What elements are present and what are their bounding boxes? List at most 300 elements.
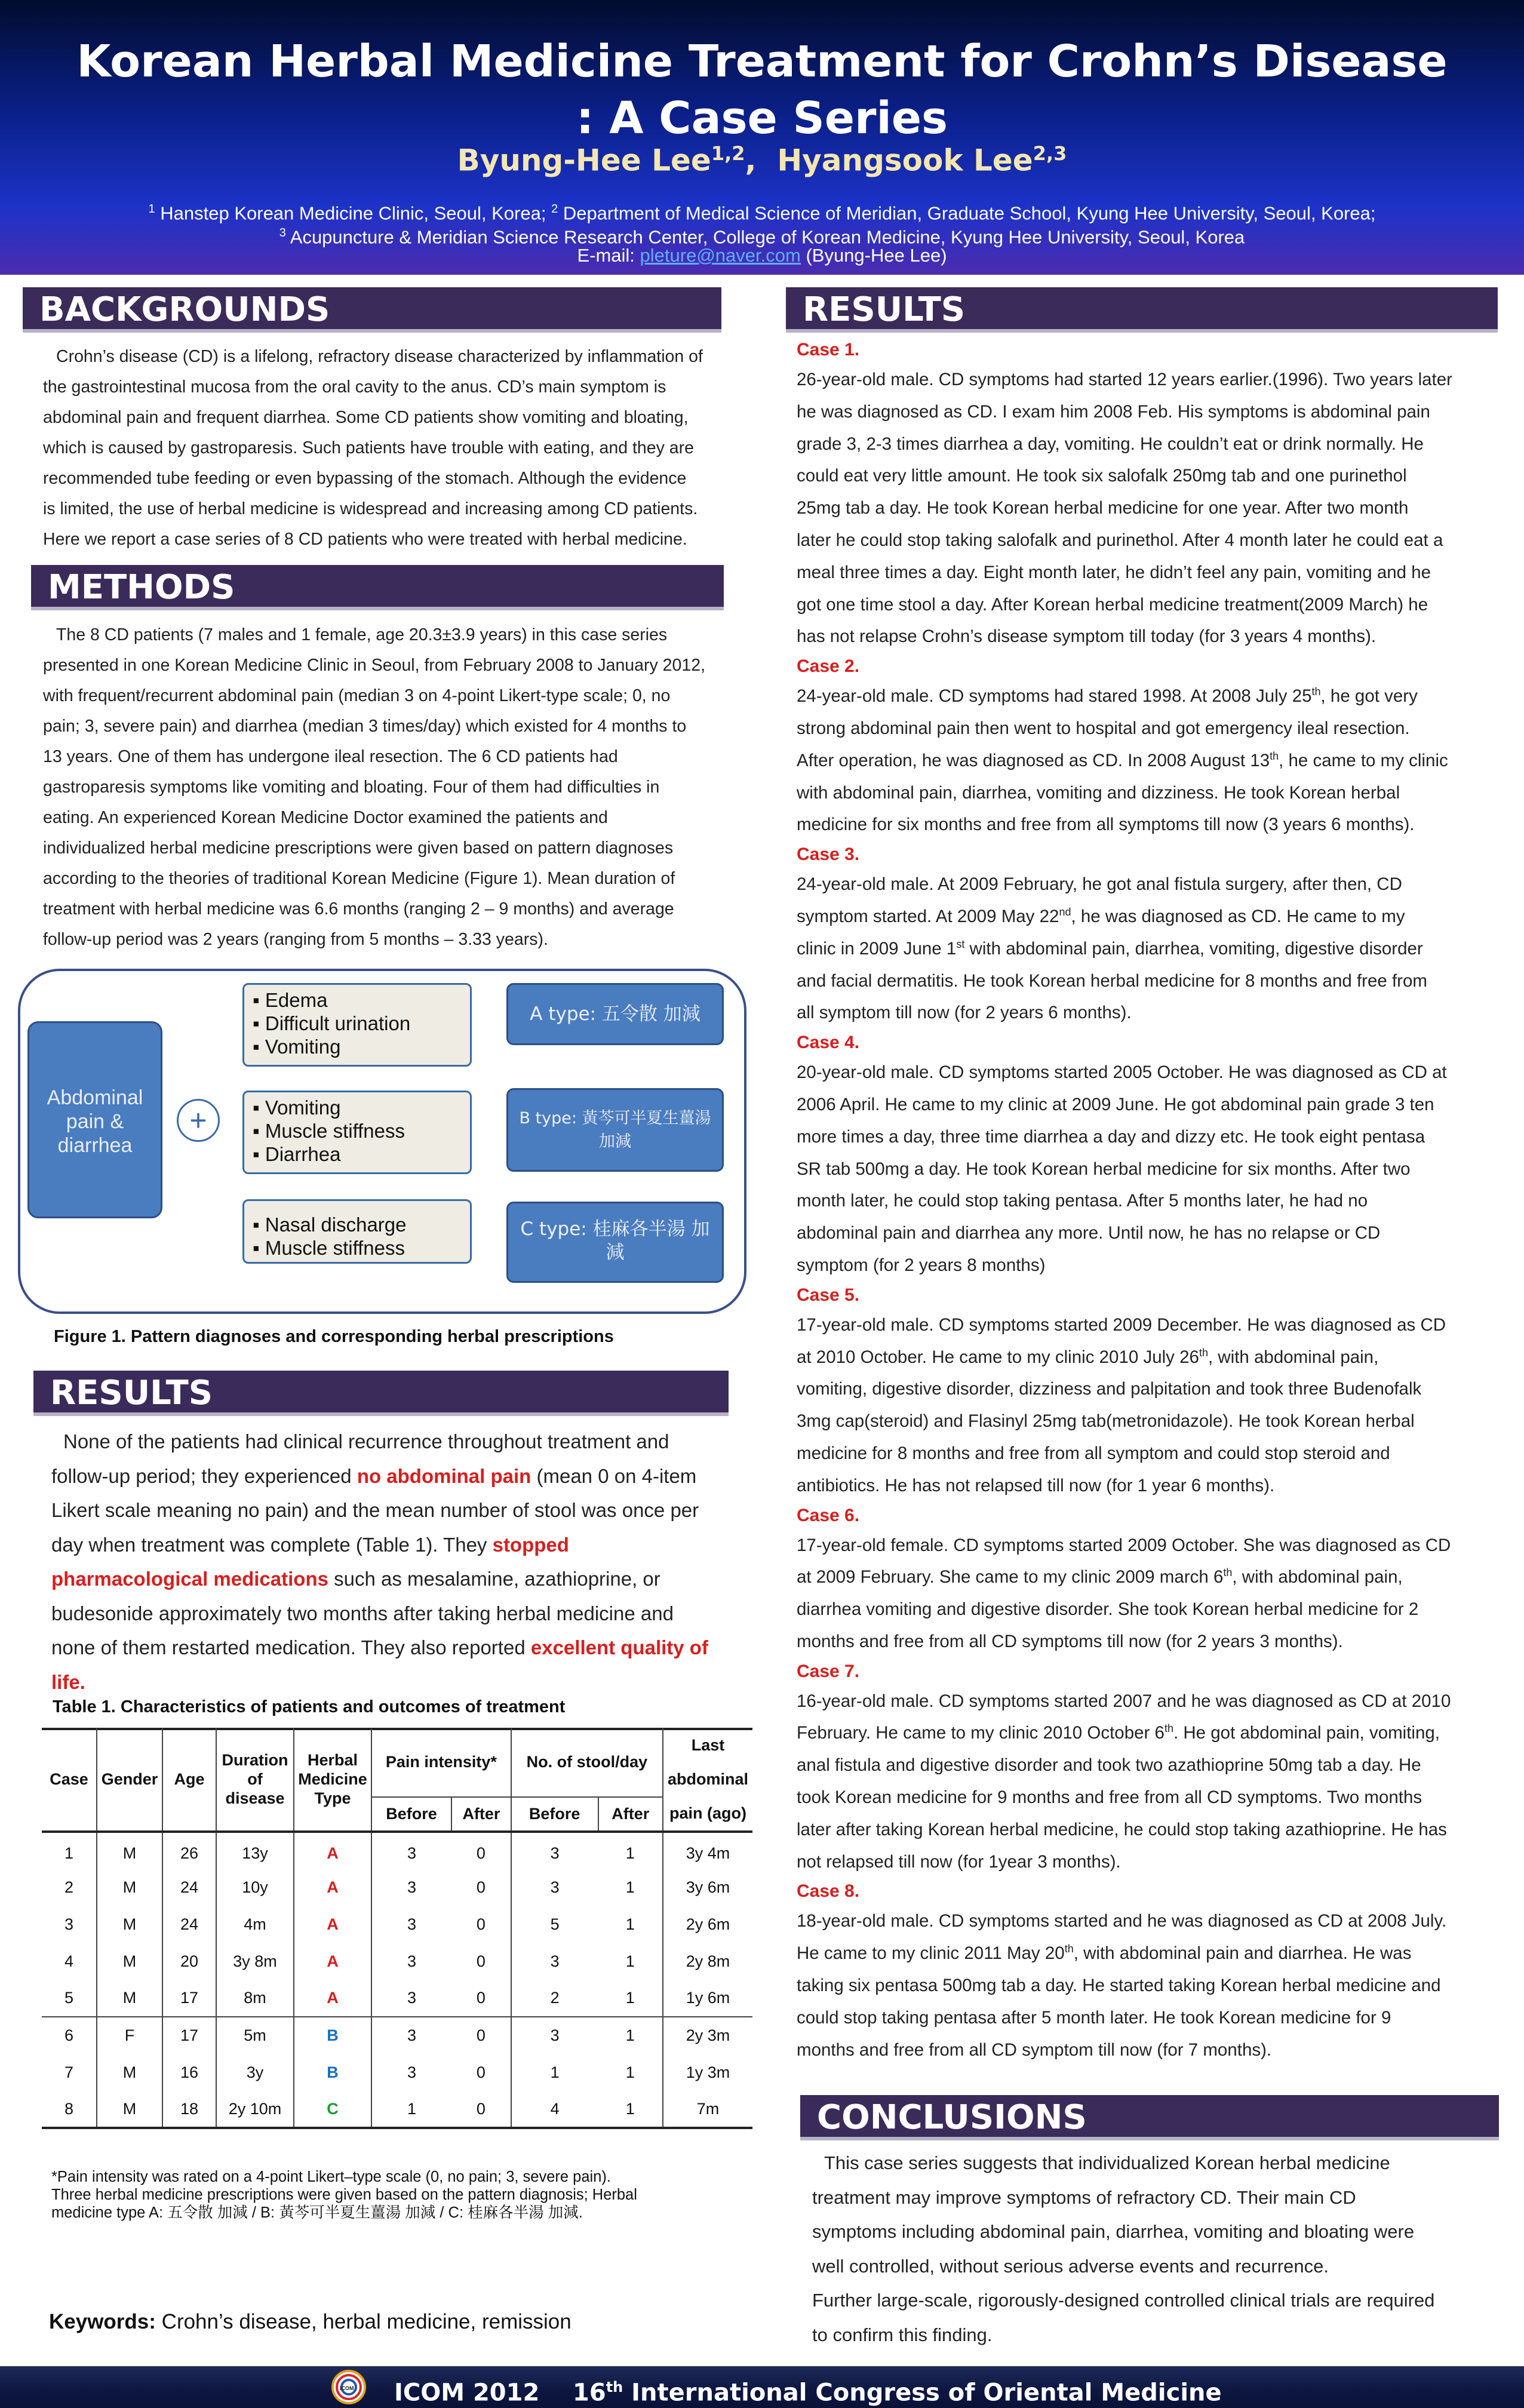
results-line <box>51 1528 738 1562</box>
col-header-last-pain <box>663 1728 752 1832</box>
case-line: anal fistula and digestive disorder and took two azathioprine 50mg tab a day. He <box>797 1755 1421 1776</box>
case-line: SR tab 500mg a day. He took Korean herbal medicine for six months. After two <box>797 1159 1411 1179</box>
results-summary-text <box>51 1424 738 1699</box>
table-row <box>42 1906 752 1943</box>
figure-1-diagram <box>18 969 746 1314</box>
table-cell: A <box>294 1832 371 1869</box>
table-cell: 0 <box>451 1906 511 1943</box>
table-cell: 2y 6m <box>686 1915 730 1933</box>
case-line: not relapsed till now (for 1year 3 months). <box>797 1851 1121 1872</box>
results-span: such as mesalamine, azathioprine, or <box>328 1568 660 1590</box>
section-heading-conclusions: CONCLUSIONS <box>800 2095 1499 2140</box>
poster-header <box>0 0 1524 275</box>
symptom-item: ▪ Difficult urination <box>253 1012 411 1034</box>
methods-line: according to the theories of traditional Korean Medicine (Figure 1). Mean duration of <box>43 869 675 888</box>
author-2: Hyangsook Lee <box>777 143 1033 178</box>
case-label: Case 6. <box>797 1505 860 1525</box>
herbal-type-b <box>506 1088 724 1172</box>
abdominal-pain-box <box>27 1021 162 1218</box>
case-line: with abdominal pain, diarrhea, vomiting and dizziness. He took Korean herbal <box>797 782 1400 803</box>
results-span: none of them restarted medication. They also reported <box>51 1636 531 1658</box>
case-line: 20-year-old male. CD symptoms started 2005 October. He was diagnosed as CD at <box>797 1062 1447 1083</box>
case-label: Case 1. <box>797 340 860 360</box>
case-block <box>797 1282 1513 1502</box>
subheader-stool-before: Before <box>511 1797 598 1832</box>
symptom-text: Nasal discharge <box>265 1214 407 1236</box>
symptom-item: ▪ Diarrhea <box>253 1143 341 1165</box>
footer-congress-name: International Congress of Oriental Medicine <box>623 2379 1222 2407</box>
col-header-gender: Gender <box>97 1728 162 1832</box>
case-line: months and free from all CD symptoms till now (for 2 years 3 months). <box>797 1631 1343 1651</box>
backgrounds-line: abdominal pain and frequent diarrhea. Some CD patients show vomiting and bloating, <box>43 408 689 427</box>
case-line: could stop taking pentasa after 5 month later. He took Korean medicine for 9 <box>797 2007 1391 2028</box>
section-heading-methods: METHODS <box>31 565 724 610</box>
author-1: Byung-Hee Lee <box>457 143 711 178</box>
type-c-label-line2: 減 <box>606 1242 625 1263</box>
table-row <box>42 2017 752 2054</box>
table-cell: 24 <box>162 1869 216 1906</box>
ordinal-suffix: th <box>1270 750 1279 762</box>
figure-1-caption: Figure 1. Pattern diagnoses and corresponding herbal prescriptions <box>54 1327 614 1346</box>
case-line: at 2010 October. He came to my clinic 2010 July 26th, with abdominal pain, <box>797 1346 1379 1367</box>
table-note: Three herbal medicine prescriptions were given based on the pattern diagnosis; Herbal <box>51 2186 637 2203</box>
case-line: all symptom till now (for 2 years 6 months). <box>797 1003 1132 1023</box>
ordinal-suffix: st <box>956 938 965 950</box>
table-cell: 4m <box>216 1906 294 1943</box>
table-cell: 3 <box>550 1952 560 1970</box>
table-cell: 4 <box>42 1943 97 1980</box>
table-body <box>42 1832 752 2128</box>
case-label: Case 5. <box>797 1285 860 1305</box>
table-cell: 1y 6m <box>686 1989 730 2007</box>
table-cell: 1 <box>598 2017 663 2054</box>
table-cell: B <box>294 2054 371 2091</box>
conclusions-line: to confirm this finding. <box>812 2324 993 2345</box>
results-line: budesonide approximately two months after taking herbal medicine and <box>51 1602 674 1624</box>
table-cell: 3 <box>407 1878 417 1896</box>
case-line: month later, he could stop taking pentasa. After 5 months later, he had no <box>797 1191 1368 1211</box>
table-cell: 2y 10m <box>216 2091 294 2128</box>
case-label: Case 4. <box>797 1033 860 1053</box>
email-label: E-mail: <box>577 245 635 266</box>
header-line: Type <box>314 1789 351 1807</box>
methods-line: gastroparesis symptoms like vomiting and bloating. Four of them had difficulties in <box>43 778 660 797</box>
table-cell: A <box>294 1869 371 1906</box>
aff3-sup: 3 <box>279 226 286 239</box>
case-block <box>797 336 1513 653</box>
table-cell: 26 <box>162 1832 216 1869</box>
table-cell: 3y 4m <box>686 1844 730 1862</box>
table-cell: A <box>294 1943 371 1980</box>
table-cell: 3y 8m <box>216 1943 294 1980</box>
table-cell: 3 <box>407 1915 417 1933</box>
subheader-stool-after: After <box>598 1797 663 1832</box>
case-line: took Korean medicine for 9 months and free from all CD symptoms. Two months <box>797 1787 1422 1808</box>
keywords-text: Crohn’s disease, herbal medicine, remission <box>155 2310 572 2333</box>
poster-title-line1: Korean Herbal Medicine Treatment for Crohn’s Disease <box>76 36 1448 87</box>
case-line: and facial dermatitis. He took Korean herbal medicine for 8 months and free from <box>797 970 1427 991</box>
symptom-text: Edema <box>265 989 328 1011</box>
table-note: *Pain intensity was rated on a 4-point Likert–type scale (0, no pain; 3, severe pain). <box>51 2169 611 2185</box>
case-line: antibiotics. He has not relapsed till now (for 1 year 6 months). <box>797 1475 1275 1495</box>
table-cell: 0 <box>451 1832 511 1869</box>
table-cell: B <box>294 2017 371 2054</box>
main-box-line3: diarrhea <box>57 1134 133 1157</box>
results-span: follow-up period; they experienced <box>51 1464 357 1487</box>
table-cell: 3 <box>407 2026 417 2044</box>
table-cell: 0 <box>451 2054 511 2091</box>
table-cell: M <box>97 1980 162 2017</box>
case-line: abdominal pain and diarrhea any more. Until now, he has no relapse or CD <box>797 1223 1381 1243</box>
case-line: has not relapse Crohn’s disease symptom till today (for 3 years 4 months). <box>797 626 1376 647</box>
keywords <box>49 2310 572 2334</box>
table-cell: 1 <box>407 2099 417 2118</box>
table-cell: 24 <box>162 1906 216 1943</box>
case-line: he was diagnosed as CD. I exam him 2008 Feb. His symptoms is abdominal pain <box>797 401 1430 422</box>
icom-logo <box>331 2370 366 2404</box>
table-cell: 18 <box>162 2091 216 2128</box>
table-cell: 8 <box>42 2091 97 2128</box>
ordinal-suffix: th <box>1164 1722 1173 1735</box>
case-list <box>797 336 1513 2066</box>
case-line: After operation, he was diagnosed as CD. In 2008 August 13th, he came to my clinic <box>797 750 1448 770</box>
symptom-item: ▪ Edema <box>253 989 328 1011</box>
table-cell: 0 <box>451 2091 511 2128</box>
table-cell: 3 <box>550 1844 560 1862</box>
case-label: Case 2. <box>797 656 860 677</box>
plus-icon: + <box>177 1099 220 1142</box>
email-link[interactable]: pleture@naver.com <box>640 245 801 266</box>
header-line: of <box>247 1770 263 1788</box>
subheader-pain-after: After <box>451 1797 511 1832</box>
table-cell: 17 <box>162 2017 216 2054</box>
table-cell: A <box>294 1980 371 2017</box>
highlight-stopped: stopped <box>492 1533 569 1556</box>
methods-line: with frequent/recurrent abdominal pain (median 3 on 4-point Likert-type scale; 0, no <box>43 686 671 705</box>
table-cell: M <box>97 1869 162 1906</box>
highlight-life: life. <box>51 1670 85 1693</box>
authors <box>0 142 1524 178</box>
methods-line: individualized herbal medicine prescriptions were given based on pattern diagnoses <box>43 838 674 858</box>
header-line: Last <box>691 1736 725 1754</box>
col-header-duration <box>216 1728 294 1832</box>
case-line: medicine for six months and free from all symptoms till now (3 years 6 months). <box>797 815 1415 835</box>
results-line: None of the patients had clinical recurrence throughout treatment and <box>63 1430 669 1452</box>
section-heading-backgrounds: BACKGROUNDS <box>23 287 721 333</box>
table-1-caption: Table 1. Characteristics of patients and outcomes of treatment <box>53 1697 566 1716</box>
symptom-box-c <box>242 1199 472 1264</box>
table-cell: 20 <box>162 1943 216 1980</box>
table-cell: 0 <box>451 2017 511 2054</box>
results-line <box>51 1630 738 1665</box>
main-box-line2: pain & <box>66 1110 124 1133</box>
table-cell: M <box>97 2054 162 2091</box>
table-cell: 1 <box>598 2054 663 2091</box>
case-line: at 2009 February. She came to my clinic 2009 march 6th, with abdominal pain, <box>797 1567 1403 1587</box>
header-line: disease <box>225 1789 285 1807</box>
case-line: 16-year-old male. CD symptoms started 2007 and he was diagnosed as CD at 2010 <box>797 1691 1451 1711</box>
table-cell: M <box>97 1906 162 1943</box>
case-line: 17-year-old male. CD symptoms started 2009 December. He was diagnosed as CD <box>797 1314 1446 1335</box>
methods-text <box>43 620 736 955</box>
footer-congress-number: 16 <box>573 2379 606 2407</box>
case-line: could eat very little amount. He took six salofalk 250mg tab and one purinethol <box>797 466 1407 486</box>
case-block <box>797 1029 1513 1282</box>
table-cell: 13y <box>216 1832 294 1869</box>
table-cell: 0 <box>451 1980 511 2017</box>
case-line: more times a day, three time diarrhea a day and dizzy etc. He took eight pentasa <box>797 1126 1425 1147</box>
table-cell: 3 <box>407 1844 417 1862</box>
col-header-stool: No. of stool/day <box>511 1728 663 1797</box>
col-header-case: Case <box>42 1728 97 1832</box>
table-cell: A <box>294 1906 371 1943</box>
table-notes <box>51 2168 637 2222</box>
table-cell: M <box>97 1943 162 1980</box>
type-b-label-line1: B type: 黃芩可半夏生薑湯 <box>519 1109 711 1128</box>
type-b-label-line2: 加減 <box>599 1132 631 1151</box>
table-row <box>42 1943 752 1980</box>
conclusions-line: symptoms including abdominal pain, diarrhea, vomiting and bloating were <box>812 2221 1415 2242</box>
table-1 <box>42 1728 752 2129</box>
symptom-item: ▪ Muscle stiffness <box>253 1120 405 1142</box>
table-cell: 16 <box>162 2054 216 2091</box>
author-separator: , <box>745 143 778 178</box>
results-line <box>51 1562 738 1596</box>
table-row <box>42 1869 752 1906</box>
highlight-medications: pharmacological medications <box>51 1568 328 1590</box>
case-block <box>797 653 1513 841</box>
case-label: Case 7. <box>797 1661 860 1681</box>
table-cell: F <box>97 2017 162 2054</box>
case-line: 24-year-old male. CD symptoms had stared 1998. At 2008 July 25th, he got very <box>797 686 1418 707</box>
case-block <box>797 1502 1513 1658</box>
case-block <box>797 841 1513 1029</box>
table-cell: M <box>97 1832 162 1869</box>
table-cell: 1 <box>598 1906 663 1943</box>
symptom-text: Muscle stiffness <box>265 1120 405 1142</box>
table-cell: 3 <box>550 2026 560 2044</box>
case-line: 25mg tab a day. He took Korean herbal medicine for one year. After two month <box>797 498 1409 518</box>
table-cell: 3 <box>550 1878 560 1896</box>
case-line: symptom (for 2 years 8 months) <box>797 1255 1046 1275</box>
table-row <box>42 1980 752 2017</box>
case-line: got one time stool a day. After Korean herbal medicine treatment(2009 March) he <box>797 594 1428 615</box>
table-cell: 3 <box>407 1989 417 2007</box>
table-cell: 2y 8m <box>686 1952 730 1970</box>
author-1-affil: 1,2 <box>711 142 745 165</box>
table-cell: 1 <box>598 1943 663 1980</box>
col-header-pain: Pain intensity* <box>371 1728 511 1797</box>
table-cell: 1 <box>598 2091 663 2128</box>
backgrounds-line: Here we report a case series of 8 CD patients who were treated with herbal medicine. <box>43 530 687 549</box>
methods-line: presented in one Korean Medicine Clinic in Seoul, from February 2008 to January 2012, <box>43 656 705 675</box>
case-label: Case 3. <box>797 844 860 865</box>
affiliation-1: Hanstep Korean Medicine Clinic, Seoul, Korea; <box>160 202 546 224</box>
col-header-herbal <box>294 1728 371 1832</box>
poster-footer <box>0 2366 1524 2408</box>
conclusions-line: well controlled, without serious adverse events and recurrence. <box>812 2255 1329 2277</box>
author-2-affil: 2,3 <box>1033 142 1067 165</box>
table-cell: 6 <box>42 2017 97 2054</box>
keywords-label: Keywords: <box>49 2310 156 2333</box>
case-line: taking six pentasa 500mg tab a day. He started taking Korean herbal medicine and <box>797 1976 1441 1996</box>
case-line: He came to my clinic 2011 May 20th, with abdominal pain and diarrhea. He was <box>797 1943 1412 1964</box>
ordinal-suffix: nd <box>1059 906 1071 919</box>
backgrounds-line: recommended tube feeding or even bypassing of the stomach. Although the evidence <box>43 469 687 488</box>
case-line: 3mg cap(steroid) and Flasinyl 25mg tab(metronidazole). He took Korean herbal <box>797 1411 1415 1432</box>
methods-line: follow-up period was 2 years (ranging from 5 months – 3.33 years). <box>43 930 548 949</box>
case-line: months and free from all CD symptom till now (for 7 months). <box>797 2040 1272 2060</box>
ordinal-suffix: th <box>1223 1567 1233 1579</box>
table-note: medicine type A: 五令散 加減 / B: 黃芩可半夏生薑湯 加減 / C: 桂麻各半湯 加減. <box>51 2204 583 2221</box>
case-line: later after taking Korean herbal medicine, he could stop taking azathioprine. He has <box>797 1819 1447 1839</box>
table-cell: 5m <box>216 2017 294 2054</box>
table-cell: 1 <box>598 1980 663 2017</box>
results-span: (mean 0 on 4-item <box>531 1464 697 1487</box>
header-line: pain (ago) <box>669 1804 746 1822</box>
col-header-age: Age <box>162 1728 216 1832</box>
methods-line: pain; 3, severe pain) and diarrhea (median 3 times/day) which existed for 4 months to <box>43 717 687 736</box>
case-line: vomiting, digestive disorder, dizziness and palpitation and took three Budenofalk <box>797 1379 1422 1399</box>
conclusions-line: This case series suggests that individualized Korean herbal medicine <box>824 2152 1390 2173</box>
footer-text <box>394 2371 1222 2408</box>
symptom-item: ▪ Vomiting <box>253 1096 341 1119</box>
case-line: 18-year-old male. CD symptoms started and he was diagnosed as CD at 2008 July. <box>797 1911 1447 1931</box>
table-cell: 1 <box>42 1832 97 1869</box>
header-line: abdominal <box>667 1770 748 1788</box>
herbal-type-c <box>506 1202 724 1283</box>
symptom-item: ▪ Muscle stiffness <box>253 1237 405 1259</box>
results-line: Likert scale meaning no pain) and the mean number of stool was once per <box>51 1499 699 1521</box>
table-cell: 7 <box>42 2054 97 2091</box>
symptom-text: Muscle stiffness <box>265 1237 405 1259</box>
table-cell: M <box>97 2091 162 2128</box>
logo-text: ICOM <box>340 2385 354 2391</box>
email-line <box>0 244 1524 268</box>
table-cell: 0 <box>451 1869 511 1906</box>
methods-line: 13 years. One of them has undergone ileal resection. The 6 CD patients had <box>43 747 618 766</box>
case-line: strong abdominal pain then went to hospital and got emergency ileal resection. <box>797 718 1410 738</box>
conclusions-line: treatment may improve symptoms of refractory CD. Their main CD <box>812 2186 1356 2208</box>
symptom-text: Difficult urination <box>265 1012 411 1034</box>
results-span: day when treatment was complete (Table 1). They <box>51 1533 493 1556</box>
case-line: February. He came to my clinic 2010 October 6th. He got abdominal pain, vomiting, <box>797 1722 1440 1743</box>
table-cell: 1 <box>598 1832 663 1869</box>
aff2-sup: 2 <box>551 202 558 216</box>
affiliation-3: Acupuncture & Meridian Science Research Center, College of Korean Medicine, Kyung Hee University, Seoul, Korea <box>290 226 1245 248</box>
herbal-type-a <box>506 983 724 1045</box>
conclusions-line: Further large-scale, rigorously-designed controlled clinical trials are required <box>812 2290 1435 2311</box>
footer-event: ICOM 2012 <box>394 2379 540 2407</box>
ordinal-suffix: th <box>1064 1943 1074 1955</box>
table-cell: 17 <box>162 1980 216 2017</box>
table-cell: 3 <box>407 1952 417 1970</box>
ordinal-suffix: th <box>1311 686 1321 698</box>
backgrounds-line: the gastrointestinal mucosa from the oral cavity to the anus. CD’s main symptom is <box>43 377 666 397</box>
backgrounds-line: is limited, the use of herbal medicine is widespread and increasing among CD patients. <box>43 499 698 518</box>
type-c-label-line1: C type: 桂麻各半湯 加 <box>520 1218 710 1240</box>
methods-line: treatment with herbal medicine was 6.6 months (ranging 2 – 9 months) and average <box>43 899 674 919</box>
case-line: symptom started. At 2009 May 22nd, he was diagnosed as CD. He came to my <box>797 906 1405 926</box>
affiliation-2: Department of Medical Science of Meridian, Graduate School, Kyung Hee University, Seoul, Korea; <box>563 202 1376 224</box>
symptom-text: Vomiting <box>265 1096 341 1119</box>
table-cell: C <box>294 2091 371 2128</box>
header-line: Herbal <box>307 1751 358 1769</box>
case-block <box>797 1658 1513 1878</box>
table-cell: 2y 3m <box>686 2026 730 2044</box>
main-box-line1: Abdominal <box>47 1086 143 1109</box>
table-cell: 2 <box>550 1989 560 2007</box>
case-label: Case 8. <box>797 1881 860 1902</box>
table-cell: 3y <box>216 2054 294 2091</box>
symptom-item: ▪ Nasal discharge <box>253 1214 407 1236</box>
table-cell: 8m <box>216 1980 294 2017</box>
footer-congress-sup: th <box>606 2379 623 2395</box>
conclusions-text <box>812 2146 1505 2352</box>
header-line: Duration <box>222 1751 288 1769</box>
backgrounds-text <box>43 342 736 555</box>
case-line: 26-year-old male. CD symptoms had started 12 years earlier.(1996). Two years later <box>797 370 1452 389</box>
ordinal-suffix: th <box>1199 1346 1208 1359</box>
backgrounds-line: which is caused by gastroparesis. Such patients have trouble with eating, and they are <box>43 438 694 457</box>
table-cell: 1 <box>550 2063 560 2081</box>
table-row <box>42 2054 752 2091</box>
symptom-box-b <box>242 1091 472 1174</box>
table-row <box>42 1832 752 1869</box>
methods-line: The 8 CD patients (7 males and 1 female, age 20.3±3.9 years) in this case series <box>56 625 668 644</box>
case-line: later he could stop taking salofalk and purinethol. After 4 month later he could eat a <box>797 530 1443 550</box>
poster-title-line2: : A Case Series <box>576 93 948 144</box>
table-cell: 3 <box>42 1906 97 1943</box>
table-cell: 7m <box>696 2099 720 2118</box>
case-line: meal three times a day. Eight month later, he didn’t feel any pain, vomiting and he <box>797 562 1431 582</box>
type-a-label: A type: 五令散 加減 <box>530 1003 700 1025</box>
table-row <box>42 2091 752 2128</box>
table-cell: 5 <box>550 1915 560 1933</box>
case-line: clinic in 2009 June 1st with abdominal pain, diarrhea, vomiting, digestive disorder <box>797 938 1423 959</box>
email-name: (Byung-Hee Lee) <box>806 245 947 266</box>
table-cell: 3 <box>407 2063 417 2081</box>
results-line <box>51 1459 738 1494</box>
table-cell: 10y <box>216 1869 294 1906</box>
table-cell: 0 <box>451 1943 511 1980</box>
case-line: grade 3, 2-3 times diarrhea a day, vomiting. He couldn’t eat or drink normally. He <box>797 434 1424 454</box>
case-line: 2006 April. He came to my clinic at 2009 June. He got abdominal pain grade 3 ten <box>797 1094 1434 1114</box>
table-cell: 2 <box>42 1869 97 1906</box>
table-cell: 3y 6m <box>686 1878 730 1896</box>
section-heading-results-right: RESULTS <box>786 287 1498 333</box>
table-cell: 4 <box>550 2099 560 2118</box>
highlight-no-pain: no abdominal pain <box>357 1464 531 1487</box>
section-heading-results-left: RESULTS <box>33 1371 729 1416</box>
subheader-pain-before: Before <box>371 1797 451 1832</box>
case-line: 24-year-old male. At 2009 February, he got anal fistula surgery, after then, CD <box>797 874 1402 895</box>
methods-line: eating. An experienced Korean Medicine Doctor examined the patients and <box>43 808 608 827</box>
table-cell: 1 <box>598 1869 663 1906</box>
symptom-item: ▪ Vomiting <box>253 1036 341 1058</box>
table-cell: 1y 3m <box>686 2063 730 2081</box>
aff1-sup: 1 <box>148 202 155 216</box>
symptom-box-a <box>242 983 472 1067</box>
highlight-quality: excellent quality of <box>530 1636 708 1658</box>
symptom-text: Diarrhea <box>265 1143 341 1165</box>
case-block <box>797 1878 1513 2066</box>
backgrounds-line: Crohn’s disease (CD) is a lifelong, refractory disease characterized by inflammation of <box>56 347 703 366</box>
case-line: 17-year-old female. CD symptoms started 2009 October. She was diagnosed as CD <box>797 1535 1451 1555</box>
symptom-text: Vomiting <box>265 1036 341 1058</box>
header-line: Medicine <box>298 1770 367 1788</box>
case-line: medicine for 8 months and free from all symptom and could stop steroid and <box>797 1443 1390 1463</box>
